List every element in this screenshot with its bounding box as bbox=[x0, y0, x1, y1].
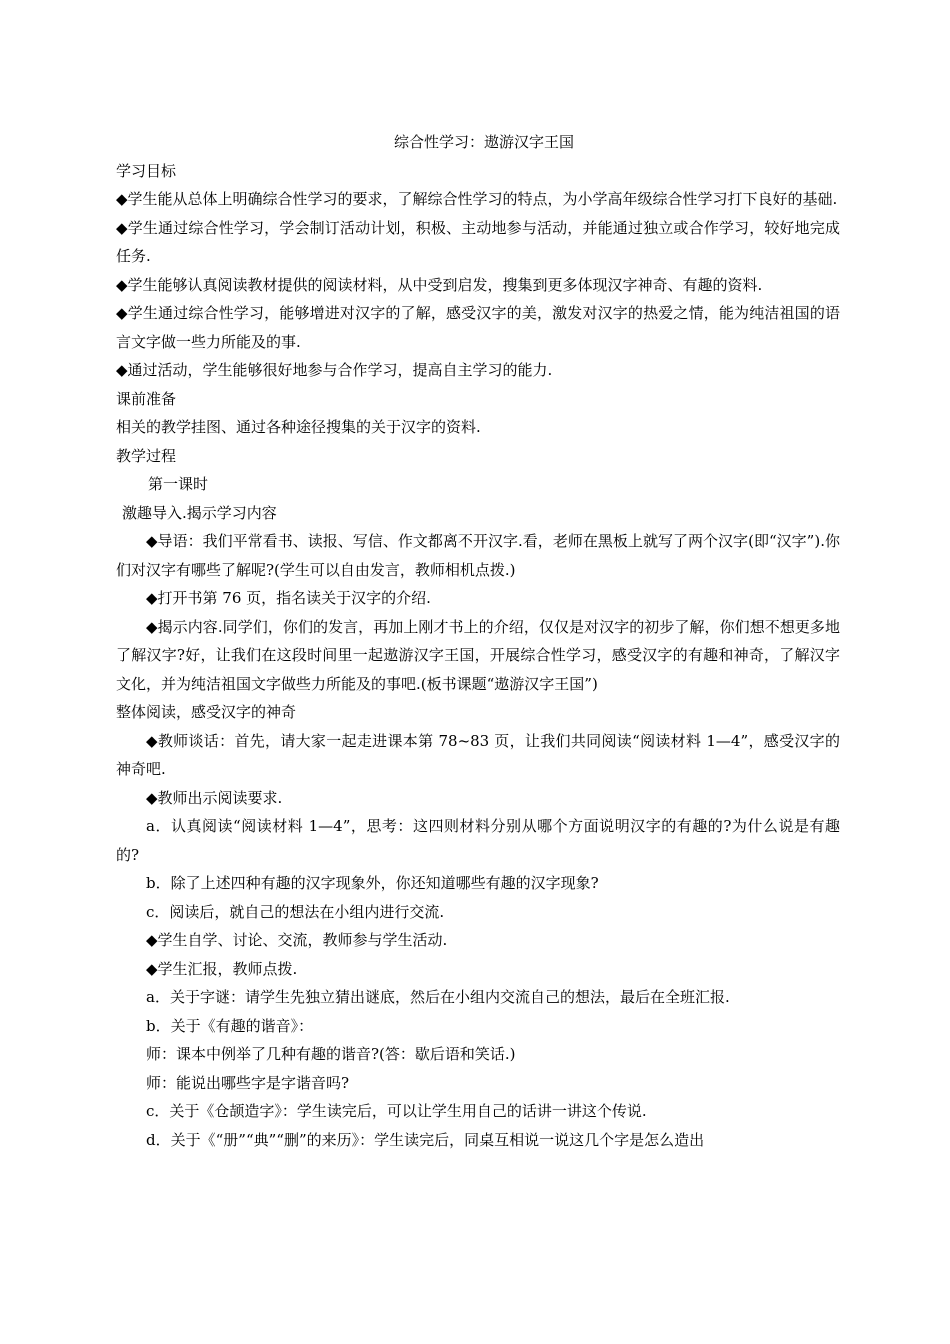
section-heading: 第一课时 bbox=[148, 475, 209, 493]
section-heading: 激趣导入.揭示学习内容 bbox=[122, 503, 277, 522]
paragraph: ◆教师谈话：首先，请大家一起走进课本第 78~83 页，让我们共同阅读“阅读材料 1—4”，感受汉字的神奇吧. bbox=[116, 731, 840, 778]
paragraph: 相关的教学挂图、通过各种途径搜集的关于汉字的资料. bbox=[116, 418, 481, 436]
paragraph: a．关于字谜：请学生先独立猜出谜底，然后在小组内交流自己的想法，最后在全班汇报. bbox=[146, 988, 730, 1006]
paragraph: ◆打开书第 76 页，指名读关于汉字的介绍. bbox=[146, 589, 431, 607]
document-title: 综合性学习：遨游汉字王国 bbox=[393, 133, 574, 151]
paragraph: c．阅读后，就自己的想法在小组内进行交流. bbox=[146, 902, 445, 921]
document-page bbox=[116, 128, 840, 1154]
document-body bbox=[116, 157, 840, 1155]
paragraph: b．除了上述四种有趣的汉字现象外，你还知道哪些有趣的汉字现象? bbox=[146, 874, 599, 892]
paragraph: ◆学生汇报，教师点拨. bbox=[146, 959, 298, 978]
section-heading: 学习目标 bbox=[116, 161, 177, 180]
paragraph: ◆导语：我们平常看书、读报、写信、作文都离不开汉字.看，老师在黑板上就写了两个汉字(即“汉字”).你们对汉字有哪些了解呢?(学生可以自由发言，教师相机点拨.) bbox=[116, 532, 840, 579]
section-heading: 教学过程 bbox=[116, 446, 177, 465]
paragraph: ◆学生自学、讨论、交流，教师参与学生活动. bbox=[146, 931, 448, 949]
paragraph: ◆学生通过综合性学习，能够增进对汉字的了解，感受汉字的美，激发对汉字的热爱之情，能为纯洁祖国的语言文字做一些力所能及的事. bbox=[116, 304, 840, 351]
paragraph: ◆学生能从总体上明确综合性学习的要求，了解综合性学习的特点，为小学高年级综合性学习打下良好的基础. bbox=[116, 190, 838, 208]
paragraph: a．认真阅读“阅读材料 1—4”，思考：这四则材料分别从哪个方面说明汉字的有趣的?为什么说是有趣的? bbox=[116, 817, 840, 864]
paragraph: ◆通过活动，学生能够很好地参与合作学习，提高自主学习的能力. bbox=[116, 361, 553, 379]
paragraph: c．关于《仓颉造字》：学生读完后，可以让学生用自己的话讲一讲这个传说. bbox=[146, 1102, 647, 1120]
paragraph: ◆教师出示阅读要求. bbox=[146, 788, 283, 807]
section-heading: 课前准备 bbox=[116, 389, 177, 408]
paragraph: ◆揭示内容.同学们，你们的发言，再加上刚才书上的介绍，仅仅是对汉字的初步了解，你们想不想更多地了解汉字?好，让我们在这段时间里一起遨游汉字王国，开展综合性学习，感受汉字的有趣和神奇，了解汉字文化，并为纯洁祖国文字做些力所能及的事吧.(板书课题“遨游汉字王国”) bbox=[116, 617, 840, 693]
paragraph: ◆学生通过综合性学习，学会制订活动计划，积极、主动地参与活动，并能通过独立或合作学习，较好地完成任务. bbox=[116, 218, 840, 265]
paragraph: ◆学生能够认真阅读教材提供的阅读材料，从中受到启发，搜集到更多体现汉字神奇、有趣的资料. bbox=[116, 275, 763, 294]
paragraph: 师：能说出哪些字是字谐音吗? bbox=[146, 1073, 350, 1092]
paragraph: b．关于《有趣的谐音》： bbox=[146, 1016, 314, 1035]
paragraph: 师：课本中例举了几种有趣的谐音?(答：歇后语和笑话.) bbox=[146, 1045, 516, 1063]
paragraph: d．关于《“册”“典”“删”的来历》：学生读完后，同桌互相说一说这几个字是怎么造出 bbox=[146, 1130, 705, 1149]
section-heading: 整体阅读，感受汉字的神奇 bbox=[116, 703, 297, 721]
